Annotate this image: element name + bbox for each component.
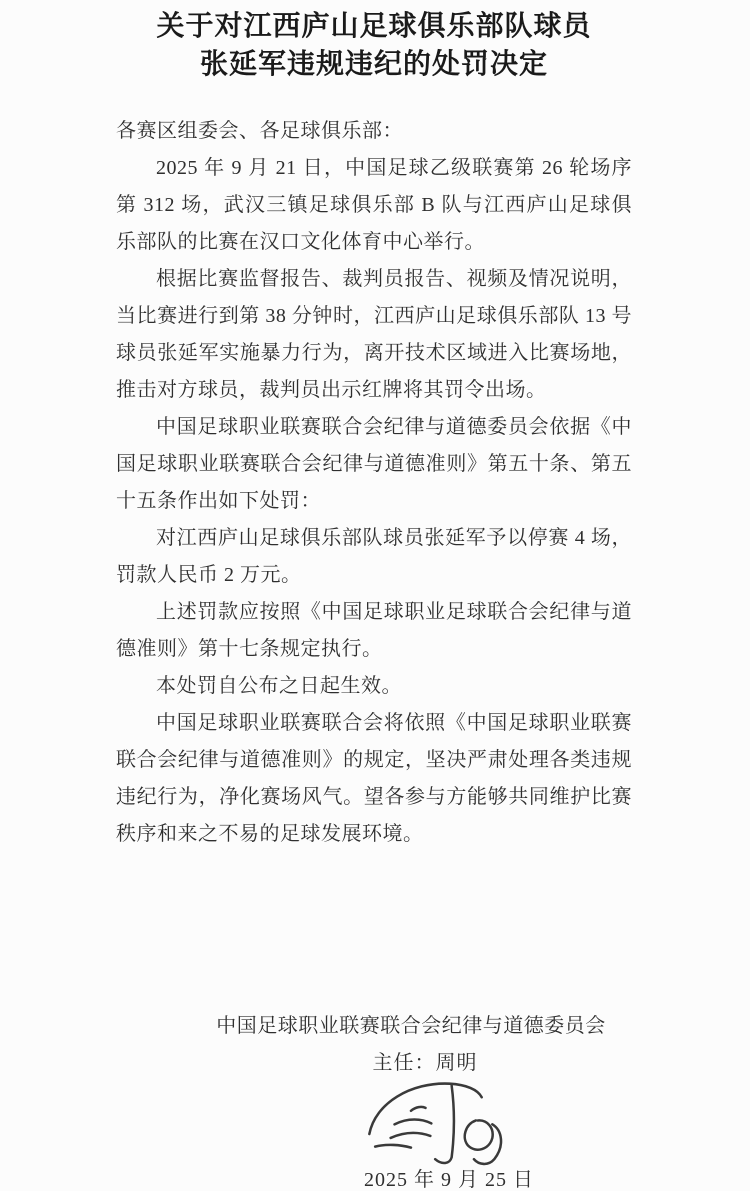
document-title — [116, 8, 632, 84]
paragraph-punishment: 对江西庐山足球俱乐部队球员张延军予以停赛 4 场，罚款人民币 2 万元。 — [116, 527, 632, 586]
committee-name: 中国足球职业联赛联合会纪律与道德委员会 — [216, 1015, 606, 1037]
document-title-line2: 张延军违规违纪的处罚决定 — [199, 49, 548, 80]
paragraph-incident-description: 根据比赛监督报告、裁判员报告、视频及情况说明，当比赛进行到第 38 分钟时，江西庐山足球俱乐部队 13 号球员张延军实施暴力行为，离开技术区域进入比赛场地，推击对方球员，裁判员出示红牌将其罚令出场。 — [116, 268, 632, 401]
paragraph-effective-date: 本处罚自公布之日起生效。 — [156, 675, 402, 697]
document-title-line1: 关于对江西庐山足球俱乐部队球员 — [156, 11, 592, 42]
signature-handwriting-icon — [355, 1074, 527, 1166]
paragraph-match-info: 2025 年 9 月 21 日，中国足球乙级联赛第 26 轮场序第 312 场，武汉三镇足球俱乐部 B 队与江西庐山足球俱乐部队的比赛在汉口文化体育中心举行。 — [116, 157, 632, 253]
signature-area — [220, 1074, 662, 1166]
salutation: 各赛区组委会、各足球俱乐部： — [116, 120, 403, 142]
closing-block — [116, 1008, 632, 1191]
signer-line: 主任：周明 — [372, 1052, 478, 1074]
paragraph-legal-basis: 中国足球职业联赛联合会纪律与道德委员会依据《中国足球职业联赛联合会纪律与道德准则》第五十条、第五十五条作出如下处罚： — [116, 416, 632, 512]
paragraph-statement: 中国足球职业联赛联合会将依照《中国足球职业联赛联合会纪律与道德准则》的规定，坚决严肃处理各类违规违纪行为，净化赛场风气。望各参与方能够共同维护比赛秩序和来之不易的足球发展环境。 — [116, 712, 632, 845]
paragraph-fine-execution: 上述罚款应按照《中国足球职业足球联合会纪律与道德准则》第十七条规定执行。 — [116, 601, 632, 660]
document-date: 2025 年 9 月 25 日 — [364, 1169, 534, 1191]
